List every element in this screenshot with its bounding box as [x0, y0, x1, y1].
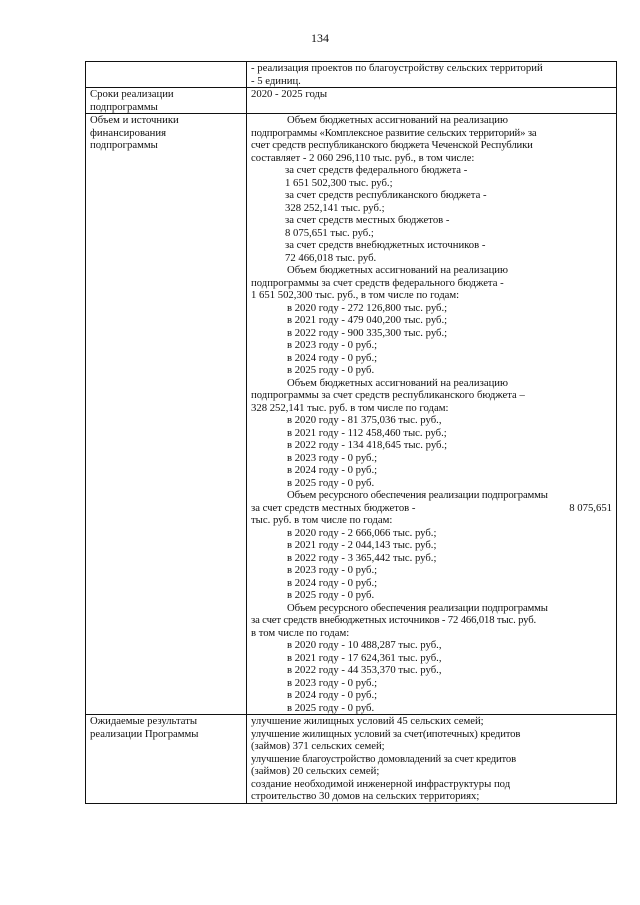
year-line: в 2022 году - 900 335,300 тыс. руб.;: [287, 326, 448, 339]
year-line: в 2022 году - 134 418,645 тыс. руб.;: [287, 439, 448, 451]
passport-table: [85, 61, 617, 804]
text-line: счет средств республиканского бюджета Чеченской Республики: [251, 139, 533, 151]
page-number: 134: [311, 31, 329, 45]
result-line: создание необходимой инженерной инфраструктуры под: [251, 777, 511, 790]
source-line: 328 252,141 тыс. руб.;: [285, 201, 385, 214]
year-line: в 2024 году - 0 руб.;: [287, 576, 378, 589]
text-line: 328 252,141 тыс. руб. в том числе по годам:: [251, 401, 449, 414]
year-line: в 2025 году - 0 руб.: [287, 364, 375, 376]
empty-label-cell: [86, 62, 247, 88]
label-line: реализации Программы: [90, 727, 199, 740]
source-line: за счет средств внебюджетных источников -: [285, 239, 486, 251]
result-line: улучшение жилищных условий за счет(ипотечных) кредитов: [251, 727, 521, 740]
table-row: [86, 114, 617, 715]
table-row: [86, 62, 617, 88]
text-line: Объем бюджетных ассигнований на реализацию: [287, 264, 508, 276]
source-line: за счет средств местных бюджетов -: [285, 214, 450, 226]
text-line: тыс. руб. в том числе по годам:: [251, 514, 393, 526]
table-row: [86, 88, 617, 114]
text-line: составляет - 2 060 296,110 тыс. руб., в том числе:: [251, 151, 475, 164]
terms-label-cell: [86, 88, 247, 114]
results-value-cell: [247, 715, 617, 804]
text-line: - 5 единиц.: [251, 74, 301, 87]
result-line: (займов) 20 сельских семей;: [251, 765, 380, 777]
text-line: Объем бюджетных ассигнований на реализацию: [287, 376, 508, 389]
year-line: в 2024 году - 0 руб.;: [287, 351, 378, 364]
year-line: в 2023 году - 0 руб.;: [287, 676, 378, 689]
year-line: в 2024 году - 0 руб.;: [287, 464, 378, 476]
year-line: в 2023 году - 0 руб.;: [287, 451, 378, 464]
year-line: в 2024 году - 0 руб.;: [287, 689, 378, 701]
year-line: в 2022 году - 44 353,370 тыс. руб.,: [287, 664, 442, 676]
year-line: в 2020 году - 10 488,287 тыс. руб.,: [287, 639, 442, 651]
text-line: подпрограммы за счет средств федерального бюджета -: [251, 276, 504, 289]
label-line: подпрограммы: [90, 100, 158, 113]
text-line: в том числе по годам:: [251, 626, 350, 639]
text-line: Объем ресурсного обеспечения реализации подпрограммы: [287, 489, 548, 501]
year-line: в 2025 году - 0 руб.: [287, 476, 375, 489]
year-line: в 2025 году - 0 руб.: [287, 701, 375, 714]
year-line: в 2025 году - 0 руб.: [287, 589, 375, 601]
table-row: [86, 715, 617, 804]
label-line: подпрограммы: [90, 139, 158, 151]
year-line: в 2023 году - 0 руб.;: [287, 564, 378, 576]
terms-value-cell: [247, 88, 617, 114]
source-line: 1 651 502,300 тыс. руб.;: [285, 176, 393, 189]
text-line: Объем бюджетных ассигнований на реализацию: [287, 114, 508, 126]
text-line: - реализация проектов по благоустройству сельских территорий: [251, 62, 543, 74]
source-line: 8 075,651 тыс. руб.;: [285, 226, 374, 239]
text-line: 1 651 502,300 тыс. руб., в том числе по годам:: [251, 289, 460, 301]
label-line: Объем и источники: [90, 114, 179, 126]
year-line: в 2021 году - 112 458,460 тыс. руб.;: [287, 426, 447, 439]
year-line: в 2022 году - 3 365,442 тыс. руб.;: [287, 551, 437, 564]
text-line: за счет средств внебюджетных источников - 72 466,018 тыс. руб.: [251, 614, 537, 626]
result-line: строительство 30 домов на сельских территориях;: [251, 790, 480, 802]
year-line: в 2021 году - 17 624,361 тыс. руб.,: [287, 651, 442, 664]
year-line: в 2021 году - 479 040,200 тыс. руб.;: [287, 314, 448, 326]
financing-value-cell: [247, 114, 617, 715]
result-line: (займов) 371 сельских семей;: [251, 740, 385, 752]
year-line: в 2020 году - 81 375,036 тыс. руб.,: [287, 414, 442, 426]
text-line: [251, 502, 612, 515]
terms-value: 2020 - 2025 годы: [251, 88, 328, 100]
result-line: улучшение благоустройство домовладений за счет кредитов: [251, 752, 517, 765]
results-label-cell: [86, 715, 247, 804]
label-line: Ожидаемые результаты: [90, 715, 198, 727]
year-line: в 2020 году - 272 126,800 тыс. руб.;: [287, 301, 448, 314]
label-line: Сроки реализации: [90, 88, 174, 100]
source-line: 72 466,018 тыс. руб.: [285, 251, 377, 264]
continuation-cell: [247, 62, 617, 88]
text-line: Объем ресурсного обеспечения реализации подпрограммы: [287, 601, 548, 614]
local-intro-left: за счет средств местных бюджетов -: [251, 501, 416, 514]
source-line: за счет средств республиканского бюджета -: [285, 189, 487, 201]
result-line: улучшение жилищных условий 45 сельских семей;: [251, 715, 484, 727]
text-line: подпрограммы «Комплексное развитие сельских территорий» за: [251, 126, 537, 139]
text-line: подпрограммы за счет средств республиканского бюджета –: [251, 389, 525, 401]
source-line: за счет средств федерального бюджета -: [285, 164, 468, 176]
financing-label-cell: [86, 114, 247, 715]
year-line: в 2021 году - 2 044,143 тыс. руб.;: [287, 539, 437, 551]
year-line: в 2023 году - 0 руб.;: [287, 339, 378, 351]
year-line: в 2020 году - 2 666,066 тыс. руб.;: [287, 526, 437, 539]
local-intro-amount: 8 075,651: [569, 501, 612, 514]
label-line: финансирования: [90, 126, 166, 139]
